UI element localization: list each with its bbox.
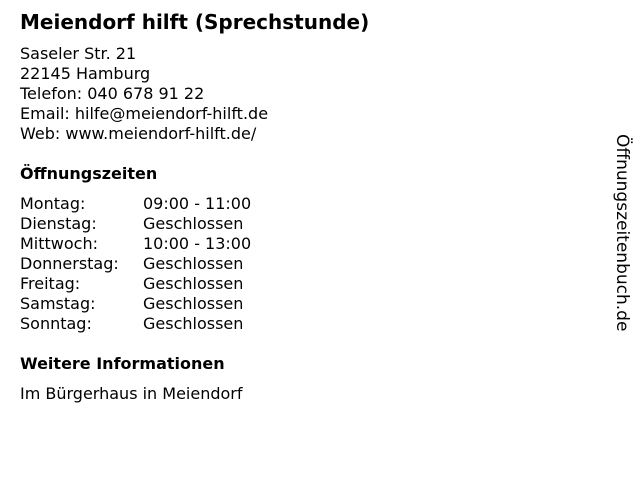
hours-row-monday: [20, 194, 251, 214]
contact-city: 22145 Hamburg: [20, 64, 151, 83]
contact-web: Web: www.meiendorf-hilft.de/: [20, 124, 257, 143]
hours-row-saturday: [20, 294, 251, 314]
contact-street: Saseler Str. 21: [20, 44, 137, 63]
hours-time: Geschlossen: [143, 314, 244, 333]
hours-day: Donnerstag:: [20, 254, 119, 273]
hours-row-sunday: [20, 314, 251, 334]
hours-time: Geschlossen: [143, 254, 244, 273]
hours-day: Montag:: [20, 194, 86, 213]
hours-time: Geschlossen: [143, 294, 244, 313]
hours-day: Sonntag:: [20, 314, 92, 333]
hours-row-wednesday: [20, 234, 251, 254]
hours-time: Geschlossen: [143, 214, 244, 233]
hours-day: Freitag:: [20, 274, 81, 293]
page-title: Meiendorf hilft (Sprechstunde): [20, 10, 370, 34]
hours-row-thursday: [20, 254, 251, 274]
contact-block: [20, 44, 268, 144]
opening-hours-heading: Öffnungszeiten: [20, 164, 158, 183]
site-brand-vertical: Öffnungszeitenbuch.de: [612, 134, 632, 332]
hours-row-tuesday: [20, 214, 251, 234]
hours-time: Geschlossen: [143, 274, 244, 293]
opening-hours-table: [20, 194, 251, 334]
contact-email: Email: hilfe@meiendorf-hilft.de: [20, 104, 269, 123]
hours-time: 10:00 - 13:00: [143, 234, 252, 253]
hours-day: Dienstag:: [20, 214, 97, 233]
further-info-heading: Weitere Informationen: [20, 354, 225, 373]
hours-row-friday: [20, 274, 251, 294]
hours-time: 09:00 - 11:00: [143, 194, 252, 213]
hours-day: Mittwoch:: [20, 234, 98, 253]
hours-day: Samstag:: [20, 294, 96, 313]
contact-phone: Telefon: 040 678 91 22: [20, 84, 205, 103]
further-info-text: Im Bürgerhaus in Meiendorf: [20, 384, 243, 403]
